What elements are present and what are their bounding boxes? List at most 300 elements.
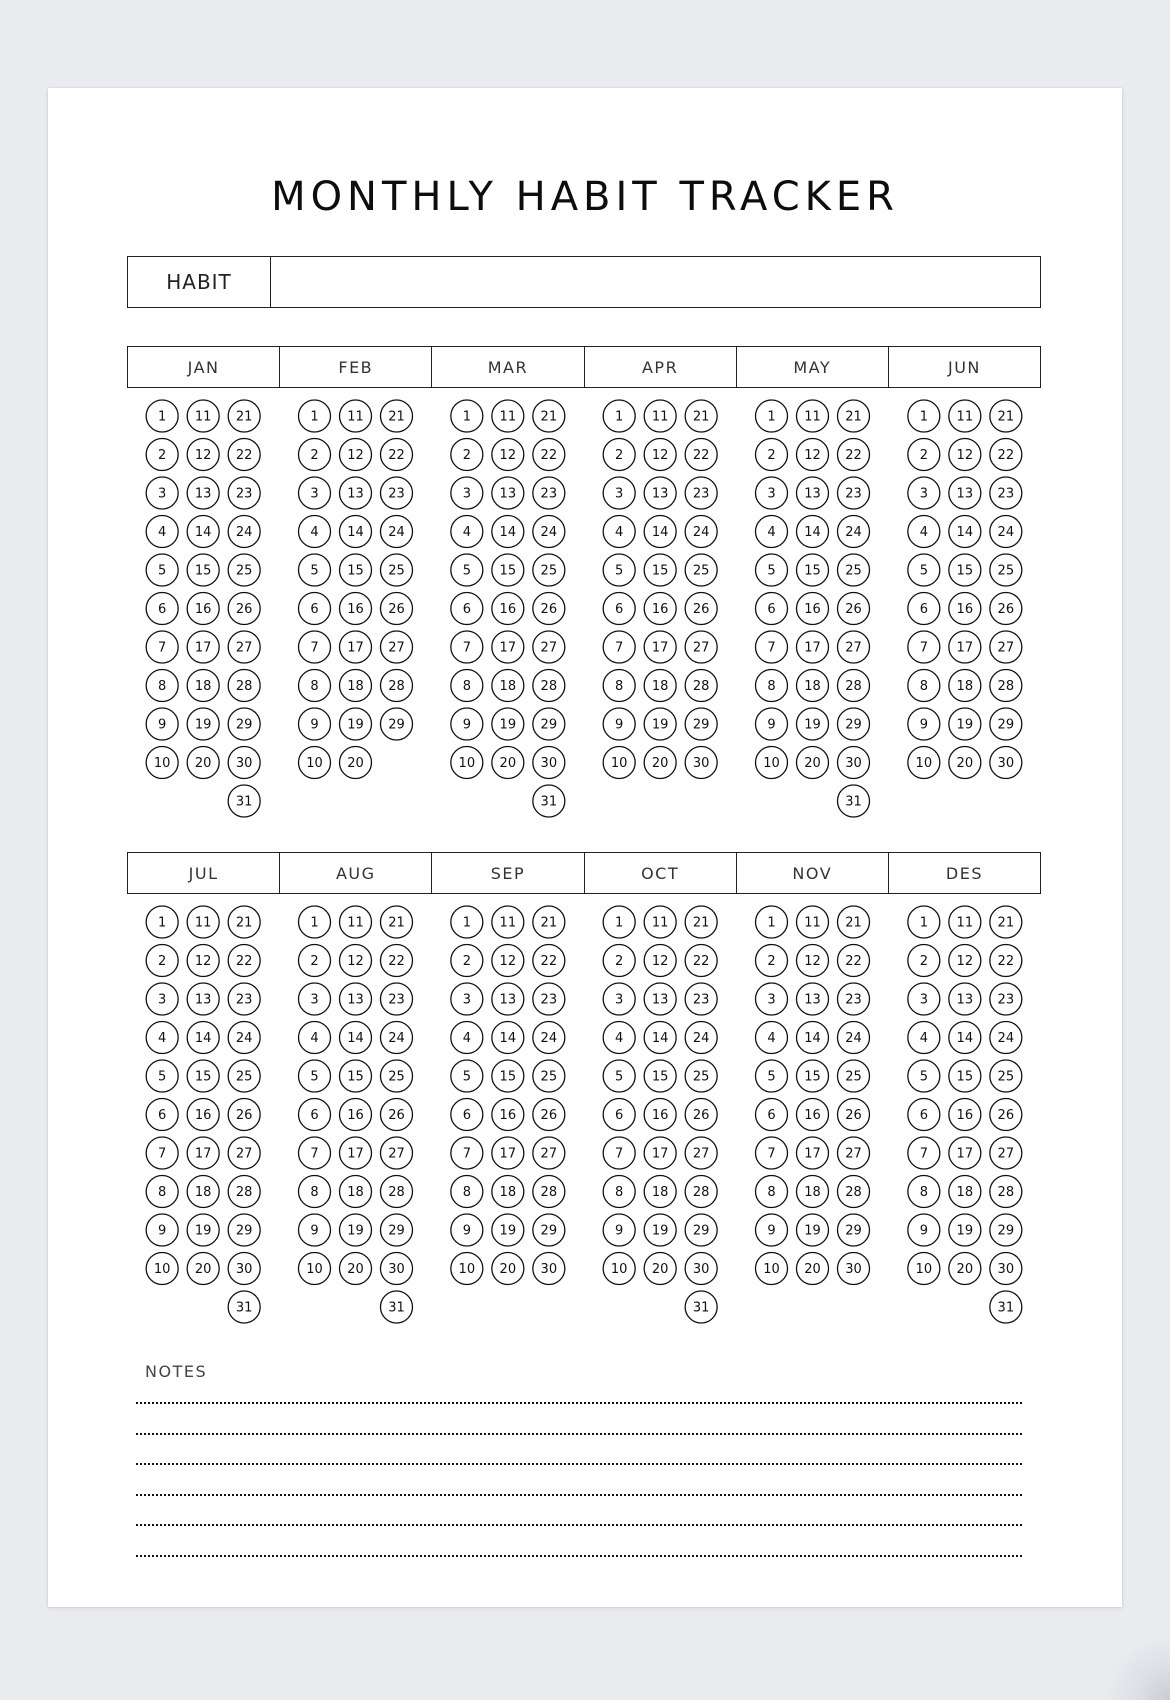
- day-circle-oct-17[interactable]: [644, 1137, 676, 1169]
- day-circle-des-29[interactable]: [990, 1214, 1022, 1246]
- day-circle-jan-30[interactable]: [228, 747, 260, 779]
- day-circle-may-22[interactable]: [838, 439, 870, 471]
- day-circle-des-13[interactable]: [949, 983, 981, 1015]
- day-circle-sep-1[interactable]: [451, 906, 483, 938]
- day-circle-nov-12[interactable]: [797, 945, 829, 977]
- day-circle-apr-17[interactable]: [644, 631, 676, 663]
- day-circle-aug-1[interactable]: [299, 906, 331, 938]
- day-circle-des-4[interactable]: [908, 1022, 940, 1054]
- day-circle-oct-26[interactable]: [685, 1099, 717, 1131]
- day-circle-oct-12[interactable]: [644, 945, 676, 977]
- day-circle-aug-22[interactable]: [381, 945, 413, 977]
- day-circle-oct-24[interactable]: [685, 1022, 717, 1054]
- day-circle-jul-30[interactable]: [228, 1253, 260, 1285]
- day-circle-jan-2[interactable]: [146, 439, 178, 471]
- day-circle-oct-11[interactable]: [644, 906, 676, 938]
- day-circle-mar-2[interactable]: [451, 439, 483, 471]
- day-circle-nov-14[interactable]: [797, 1022, 829, 1054]
- day-circle-sep-17[interactable]: [492, 1137, 524, 1169]
- day-circle-des-15[interactable]: [949, 1060, 981, 1092]
- day-circle-nov-21[interactable]: [838, 906, 870, 938]
- day-circle-jul-23[interactable]: [228, 983, 260, 1015]
- day-circle-feb-3[interactable]: [299, 477, 331, 509]
- notes-line[interactable]: [136, 1433, 1022, 1435]
- day-circle-sep-24[interactable]: [533, 1022, 565, 1054]
- day-circle-jan-16[interactable]: [187, 593, 219, 625]
- day-circle-jan-31[interactable]: [228, 785, 260, 817]
- day-circle-may-13[interactable]: [797, 477, 829, 509]
- day-circle-jan-3[interactable]: [146, 477, 178, 509]
- day-circle-nov-13[interactable]: [797, 983, 829, 1015]
- day-circle-mar-3[interactable]: [451, 477, 483, 509]
- day-circle-may-26[interactable]: [838, 593, 870, 625]
- day-circle-mar-8[interactable]: [451, 670, 483, 702]
- day-circle-feb-1[interactable]: [299, 400, 331, 432]
- day-circle-feb-29[interactable]: [381, 708, 413, 740]
- day-circle-mar-6[interactable]: [451, 593, 483, 625]
- day-circle-may-20[interactable]: [797, 747, 829, 779]
- day-circle-oct-4[interactable]: [603, 1022, 635, 1054]
- day-circle-des-14[interactable]: [949, 1022, 981, 1054]
- day-circle-mar-28[interactable]: [533, 670, 565, 702]
- day-circle-aug-16[interactable]: [340, 1099, 372, 1131]
- day-circle-nov-4[interactable]: [756, 1022, 788, 1054]
- day-circle-oct-5[interactable]: [603, 1060, 635, 1092]
- day-circle-jun-2[interactable]: [908, 439, 940, 471]
- day-circle-sep-22[interactable]: [533, 945, 565, 977]
- day-circle-nov-16[interactable]: [797, 1099, 829, 1131]
- day-circle-oct-14[interactable]: [644, 1022, 676, 1054]
- day-circle-apr-29[interactable]: [685, 708, 717, 740]
- day-circle-jan-10[interactable]: [146, 747, 178, 779]
- day-circle-jul-17[interactable]: [187, 1137, 219, 1169]
- day-circle-aug-10[interactable]: [299, 1253, 331, 1285]
- day-circle-may-28[interactable]: [838, 670, 870, 702]
- notes-line[interactable]: [136, 1463, 1022, 1465]
- day-circle-jun-1[interactable]: [908, 400, 940, 432]
- day-circle-jul-16[interactable]: [187, 1099, 219, 1131]
- day-circle-sep-15[interactable]: [492, 1060, 524, 1092]
- day-circle-jan-20[interactable]: [187, 747, 219, 779]
- day-circle-jan-11[interactable]: [187, 400, 219, 432]
- day-circle-may-12[interactable]: [797, 439, 829, 471]
- day-circle-aug-24[interactable]: [381, 1022, 413, 1054]
- day-circle-jan-5[interactable]: [146, 554, 178, 586]
- day-circle-aug-29[interactable]: [381, 1214, 413, 1246]
- day-circle-oct-19[interactable]: [644, 1214, 676, 1246]
- day-circle-mar-16[interactable]: [492, 593, 524, 625]
- day-circle-jun-13[interactable]: [949, 477, 981, 509]
- day-circle-sep-14[interactable]: [492, 1022, 524, 1054]
- day-circle-nov-22[interactable]: [838, 945, 870, 977]
- day-circle-feb-10[interactable]: [299, 747, 331, 779]
- habit-input[interactable]: [271, 257, 1040, 307]
- day-circle-sep-11[interactable]: [492, 906, 524, 938]
- day-circle-jan-17[interactable]: [187, 631, 219, 663]
- day-circle-sep-13[interactable]: [492, 983, 524, 1015]
- day-circle-oct-3[interactable]: [603, 983, 635, 1015]
- day-circle-mar-22[interactable]: [533, 439, 565, 471]
- day-circle-mar-10[interactable]: [451, 747, 483, 779]
- day-circle-jan-1[interactable]: [146, 400, 178, 432]
- day-circle-jan-21[interactable]: [228, 400, 260, 432]
- day-circle-apr-24[interactable]: [685, 516, 717, 548]
- day-circle-nov-25[interactable]: [838, 1060, 870, 1092]
- day-circle-jan-15[interactable]: [187, 554, 219, 586]
- day-circle-des-23[interactable]: [990, 983, 1022, 1015]
- day-circle-aug-13[interactable]: [340, 983, 372, 1015]
- day-circle-mar-4[interactable]: [451, 516, 483, 548]
- day-circle-oct-2[interactable]: [603, 945, 635, 977]
- day-circle-jul-26[interactable]: [228, 1099, 260, 1131]
- day-circle-nov-8[interactable]: [756, 1176, 788, 1208]
- day-circle-jul-10[interactable]: [146, 1253, 178, 1285]
- day-circle-jun-25[interactable]: [990, 554, 1022, 586]
- day-circle-oct-20[interactable]: [644, 1253, 676, 1285]
- day-circle-oct-30[interactable]: [685, 1253, 717, 1285]
- day-circle-jan-4[interactable]: [146, 516, 178, 548]
- day-circle-jul-6[interactable]: [146, 1099, 178, 1131]
- day-circle-apr-22[interactable]: [685, 439, 717, 471]
- day-circle-sep-28[interactable]: [533, 1176, 565, 1208]
- day-circle-des-28[interactable]: [990, 1176, 1022, 1208]
- day-circle-jun-6[interactable]: [908, 593, 940, 625]
- day-circle-apr-7[interactable]: [603, 631, 635, 663]
- day-circle-jan-25[interactable]: [228, 554, 260, 586]
- day-circle-jan-19[interactable]: [187, 708, 219, 740]
- day-circle-sep-29[interactable]: [533, 1214, 565, 1246]
- day-circle-mar-27[interactable]: [533, 631, 565, 663]
- day-circle-aug-25[interactable]: [381, 1060, 413, 1092]
- day-circle-des-7[interactable]: [908, 1137, 940, 1169]
- day-circle-apr-13[interactable]: [644, 477, 676, 509]
- day-circle-jul-8[interactable]: [146, 1176, 178, 1208]
- day-circle-jan-22[interactable]: [228, 439, 260, 471]
- day-circle-aug-30[interactable]: [381, 1253, 413, 1285]
- day-circle-jan-29[interactable]: [228, 708, 260, 740]
- day-circle-jun-26[interactable]: [990, 593, 1022, 625]
- day-circle-jan-13[interactable]: [187, 477, 219, 509]
- day-circle-jun-15[interactable]: [949, 554, 981, 586]
- day-circle-jul-27[interactable]: [228, 1137, 260, 1169]
- day-circle-mar-18[interactable]: [492, 670, 524, 702]
- day-circle-des-17[interactable]: [949, 1137, 981, 1169]
- day-circle-apr-10[interactable]: [603, 747, 635, 779]
- day-circle-mar-17[interactable]: [492, 631, 524, 663]
- day-circle-jan-18[interactable]: [187, 670, 219, 702]
- day-circle-sep-30[interactable]: [533, 1253, 565, 1285]
- day-circle-jan-26[interactable]: [228, 593, 260, 625]
- day-circle-jun-30[interactable]: [990, 747, 1022, 779]
- day-circle-des-30[interactable]: [990, 1253, 1022, 1285]
- day-circle-jul-2[interactable]: [146, 945, 178, 977]
- day-circle-may-30[interactable]: [838, 747, 870, 779]
- day-circle-des-1[interactable]: [908, 906, 940, 938]
- day-circle-oct-1[interactable]: [603, 906, 635, 938]
- day-circle-sep-4[interactable]: [451, 1022, 483, 1054]
- day-circle-feb-5[interactable]: [299, 554, 331, 586]
- day-circle-oct-9[interactable]: [603, 1214, 635, 1246]
- day-circle-sep-23[interactable]: [533, 983, 565, 1015]
- day-circle-sep-25[interactable]: [533, 1060, 565, 1092]
- day-circle-may-10[interactable]: [756, 747, 788, 779]
- day-circle-des-26[interactable]: [990, 1099, 1022, 1131]
- day-circle-nov-2[interactable]: [756, 945, 788, 977]
- day-circle-may-16[interactable]: [797, 593, 829, 625]
- day-circle-jan-28[interactable]: [228, 670, 260, 702]
- day-circle-mar-7[interactable]: [451, 631, 483, 663]
- day-circle-mar-31[interactable]: [533, 785, 565, 817]
- day-circle-des-18[interactable]: [949, 1176, 981, 1208]
- day-circle-apr-4[interactable]: [603, 516, 635, 548]
- day-circle-may-11[interactable]: [797, 400, 829, 432]
- day-circle-sep-20[interactable]: [492, 1253, 524, 1285]
- day-circle-mar-26[interactable]: [533, 593, 565, 625]
- day-circle-apr-9[interactable]: [603, 708, 635, 740]
- day-circle-feb-17[interactable]: [340, 631, 372, 663]
- day-circle-jul-20[interactable]: [187, 1253, 219, 1285]
- day-circle-aug-15[interactable]: [340, 1060, 372, 1092]
- day-circle-jul-28[interactable]: [228, 1176, 260, 1208]
- day-circle-jul-31[interactable]: [228, 1291, 260, 1323]
- day-circle-may-25[interactable]: [838, 554, 870, 586]
- day-circle-feb-26[interactable]: [381, 593, 413, 625]
- day-circle-nov-20[interactable]: [797, 1253, 829, 1285]
- day-circle-jun-27[interactable]: [990, 631, 1022, 663]
- day-circle-jul-29[interactable]: [228, 1214, 260, 1246]
- day-circle-des-5[interactable]: [908, 1060, 940, 1092]
- day-circle-may-4[interactable]: [756, 516, 788, 548]
- day-circle-oct-8[interactable]: [603, 1176, 635, 1208]
- day-circle-mar-29[interactable]: [533, 708, 565, 740]
- day-circle-feb-7[interactable]: [299, 631, 331, 663]
- day-circle-nov-18[interactable]: [797, 1176, 829, 1208]
- day-circle-sep-7[interactable]: [451, 1137, 483, 1169]
- day-circle-jun-8[interactable]: [908, 670, 940, 702]
- day-circle-jun-10[interactable]: [908, 747, 940, 779]
- day-circle-may-23[interactable]: [838, 477, 870, 509]
- day-circle-apr-2[interactable]: [603, 439, 635, 471]
- day-circle-jun-12[interactable]: [949, 439, 981, 471]
- day-circle-may-17[interactable]: [797, 631, 829, 663]
- day-circle-nov-26[interactable]: [838, 1099, 870, 1131]
- day-circle-sep-5[interactable]: [451, 1060, 483, 1092]
- day-circle-nov-30[interactable]: [838, 1253, 870, 1285]
- day-circle-oct-6[interactable]: [603, 1099, 635, 1131]
- day-circle-jan-23[interactable]: [228, 477, 260, 509]
- day-circle-may-7[interactable]: [756, 631, 788, 663]
- day-circle-des-6[interactable]: [908, 1099, 940, 1131]
- day-circle-aug-4[interactable]: [299, 1022, 331, 1054]
- day-circle-mar-24[interactable]: [533, 516, 565, 548]
- day-circle-aug-2[interactable]: [299, 945, 331, 977]
- day-circle-jul-12[interactable]: [187, 945, 219, 977]
- day-circle-mar-20[interactable]: [492, 747, 524, 779]
- day-circle-apr-14[interactable]: [644, 516, 676, 548]
- day-circle-jun-29[interactable]: [990, 708, 1022, 740]
- day-circle-may-15[interactable]: [797, 554, 829, 586]
- day-circle-feb-4[interactable]: [299, 516, 331, 548]
- day-circle-aug-31[interactable]: [381, 1291, 413, 1323]
- notes-line[interactable]: [136, 1524, 1022, 1526]
- day-circle-aug-23[interactable]: [381, 983, 413, 1015]
- day-circle-feb-18[interactable]: [340, 670, 372, 702]
- day-circle-jun-23[interactable]: [990, 477, 1022, 509]
- day-circle-sep-8[interactable]: [451, 1176, 483, 1208]
- day-circle-may-21[interactable]: [838, 400, 870, 432]
- day-circle-nov-19[interactable]: [797, 1214, 829, 1246]
- day-circle-nov-7[interactable]: [756, 1137, 788, 1169]
- day-circle-oct-16[interactable]: [644, 1099, 676, 1131]
- day-circle-des-19[interactable]: [949, 1214, 981, 1246]
- day-circle-jun-16[interactable]: [949, 593, 981, 625]
- day-circle-may-9[interactable]: [756, 708, 788, 740]
- day-circle-mar-12[interactable]: [492, 439, 524, 471]
- day-circle-mar-19[interactable]: [492, 708, 524, 740]
- day-circle-sep-9[interactable]: [451, 1214, 483, 1246]
- day-circle-may-24[interactable]: [838, 516, 870, 548]
- day-circle-oct-23[interactable]: [685, 983, 717, 1015]
- day-circle-feb-24[interactable]: [381, 516, 413, 548]
- day-circle-feb-13[interactable]: [340, 477, 372, 509]
- day-circle-aug-5[interactable]: [299, 1060, 331, 1092]
- day-circle-apr-1[interactable]: [603, 400, 635, 432]
- day-circle-nov-29[interactable]: [838, 1214, 870, 1246]
- day-circle-jun-9[interactable]: [908, 708, 940, 740]
- day-circle-jan-7[interactable]: [146, 631, 178, 663]
- day-circle-apr-28[interactable]: [685, 670, 717, 702]
- day-circle-oct-22[interactable]: [685, 945, 717, 977]
- day-circle-aug-14[interactable]: [340, 1022, 372, 1054]
- day-circle-may-8[interactable]: [756, 670, 788, 702]
- day-circle-aug-18[interactable]: [340, 1176, 372, 1208]
- day-circle-des-31[interactable]: [990, 1291, 1022, 1323]
- day-circle-mar-30[interactable]: [533, 747, 565, 779]
- day-circle-jan-14[interactable]: [187, 516, 219, 548]
- day-circle-may-18[interactable]: [797, 670, 829, 702]
- day-circle-des-9[interactable]: [908, 1214, 940, 1246]
- day-circle-sep-10[interactable]: [451, 1253, 483, 1285]
- day-circle-jan-9[interactable]: [146, 708, 178, 740]
- day-circle-des-20[interactable]: [949, 1253, 981, 1285]
- day-circle-jun-4[interactable]: [908, 516, 940, 548]
- day-circle-mar-14[interactable]: [492, 516, 524, 548]
- day-circle-jul-24[interactable]: [228, 1022, 260, 1054]
- day-circle-sep-12[interactable]: [492, 945, 524, 977]
- day-circle-jul-15[interactable]: [187, 1060, 219, 1092]
- day-circle-oct-21[interactable]: [685, 906, 717, 938]
- day-circle-jun-5[interactable]: [908, 554, 940, 586]
- day-circle-mar-1[interactable]: [451, 400, 483, 432]
- day-circle-jun-28[interactable]: [990, 670, 1022, 702]
- day-circle-aug-27[interactable]: [381, 1137, 413, 1169]
- day-circle-sep-27[interactable]: [533, 1137, 565, 1169]
- day-circle-apr-20[interactable]: [644, 747, 676, 779]
- day-circle-feb-22[interactable]: [381, 439, 413, 471]
- day-circle-feb-14[interactable]: [340, 516, 372, 548]
- day-circle-jul-11[interactable]: [187, 906, 219, 938]
- day-circle-sep-18[interactable]: [492, 1176, 524, 1208]
- day-circle-jul-5[interactable]: [146, 1060, 178, 1092]
- day-circle-may-6[interactable]: [756, 593, 788, 625]
- day-circle-aug-3[interactable]: [299, 983, 331, 1015]
- day-circle-oct-10[interactable]: [603, 1253, 635, 1285]
- day-circle-mar-15[interactable]: [492, 554, 524, 586]
- day-circle-sep-21[interactable]: [533, 906, 565, 938]
- day-circle-jul-18[interactable]: [187, 1176, 219, 1208]
- day-circle-aug-19[interactable]: [340, 1214, 372, 1246]
- day-circle-may-27[interactable]: [838, 631, 870, 663]
- day-circle-nov-15[interactable]: [797, 1060, 829, 1092]
- day-circle-nov-9[interactable]: [756, 1214, 788, 1246]
- day-circle-jun-7[interactable]: [908, 631, 940, 663]
- day-circle-may-5[interactable]: [756, 554, 788, 586]
- day-circle-feb-25[interactable]: [381, 554, 413, 586]
- day-circle-jul-14[interactable]: [187, 1022, 219, 1054]
- notes-line[interactable]: [136, 1402, 1022, 1404]
- day-circle-mar-11[interactable]: [492, 400, 524, 432]
- day-circle-feb-20[interactable]: [340, 747, 372, 779]
- day-circle-nov-5[interactable]: [756, 1060, 788, 1092]
- day-circle-des-11[interactable]: [949, 906, 981, 938]
- day-circle-mar-9[interactable]: [451, 708, 483, 740]
- day-circle-jun-22[interactable]: [990, 439, 1022, 471]
- day-circle-apr-15[interactable]: [644, 554, 676, 586]
- day-circle-apr-27[interactable]: [685, 631, 717, 663]
- day-circle-nov-28[interactable]: [838, 1176, 870, 1208]
- day-circle-may-14[interactable]: [797, 516, 829, 548]
- day-circle-sep-16[interactable]: [492, 1099, 524, 1131]
- day-circle-jun-19[interactable]: [949, 708, 981, 740]
- day-circle-oct-25[interactable]: [685, 1060, 717, 1092]
- day-circle-feb-16[interactable]: [340, 593, 372, 625]
- day-circle-des-21[interactable]: [990, 906, 1022, 938]
- day-circle-nov-11[interactable]: [797, 906, 829, 938]
- day-circle-nov-3[interactable]: [756, 983, 788, 1015]
- day-circle-nov-17[interactable]: [797, 1137, 829, 1169]
- notes-line[interactable]: [136, 1494, 1022, 1496]
- day-circle-jun-3[interactable]: [908, 477, 940, 509]
- day-circle-may-19[interactable]: [797, 708, 829, 740]
- day-circle-aug-8[interactable]: [299, 1176, 331, 1208]
- day-circle-aug-20[interactable]: [340, 1253, 372, 1285]
- day-circle-jul-21[interactable]: [228, 906, 260, 938]
- day-circle-jun-24[interactable]: [990, 516, 1022, 548]
- day-circle-jun-11[interactable]: [949, 400, 981, 432]
- day-circle-feb-12[interactable]: [340, 439, 372, 471]
- day-circle-nov-23[interactable]: [838, 983, 870, 1015]
- day-circle-may-2[interactable]: [756, 439, 788, 471]
- day-circle-apr-26[interactable]: [685, 593, 717, 625]
- day-circle-feb-11[interactable]: [340, 400, 372, 432]
- day-circle-feb-9[interactable]: [299, 708, 331, 740]
- day-circle-feb-8[interactable]: [299, 670, 331, 702]
- day-circle-apr-3[interactable]: [603, 477, 635, 509]
- day-circle-feb-21[interactable]: [381, 400, 413, 432]
- day-circle-jun-18[interactable]: [949, 670, 981, 702]
- day-circle-may-31[interactable]: [838, 785, 870, 817]
- day-circle-mar-23[interactable]: [533, 477, 565, 509]
- day-circle-aug-26[interactable]: [381, 1099, 413, 1131]
- day-circle-nov-10[interactable]: [756, 1253, 788, 1285]
- day-circle-nov-27[interactable]: [838, 1137, 870, 1169]
- day-circle-jan-6[interactable]: [146, 593, 178, 625]
- day-circle-mar-5[interactable]: [451, 554, 483, 586]
- day-circle-feb-6[interactable]: [299, 593, 331, 625]
- day-circle-aug-11[interactable]: [340, 906, 372, 938]
- day-circle-apr-23[interactable]: [685, 477, 717, 509]
- day-circle-jul-22[interactable]: [228, 945, 260, 977]
